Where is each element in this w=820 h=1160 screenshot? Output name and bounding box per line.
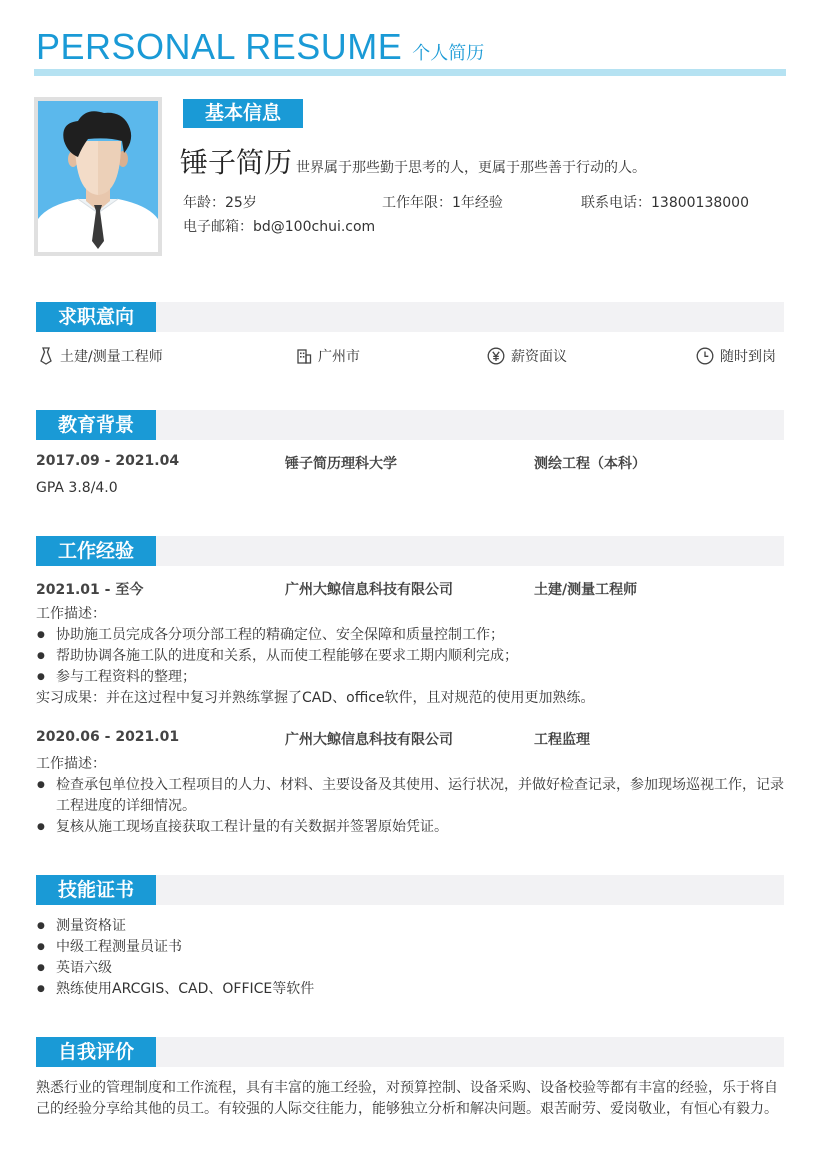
avatar <box>38 101 158 252</box>
job-bullet: ● 复核从施工现场直接获取工程计量的有关数据并签署原始凭证。 <box>36 817 448 838</box>
email: 电子邮箱：bd@100chui.com <box>183 219 376 235</box>
job-role: 土建/测量工程师 <box>534 582 638 598</box>
avatar-frame <box>34 97 162 256</box>
phone: 联系电话：13800138000 <box>581 195 749 211</box>
basic-info-tag: 基本信息 <box>183 99 303 128</box>
job-desc-label: 工作描述： <box>36 756 106 772</box>
resume-title <box>36 26 484 68</box>
work-years: 工作年限：1年经验 <box>382 195 503 211</box>
job-bullet: ● 参与工程资料的整理； <box>36 667 196 688</box>
job-company: 广州大鲸信息科技有限公司 <box>285 732 453 748</box>
section-skills <box>36 875 784 905</box>
title-english: PERSONAL RESUME <box>36 26 403 67</box>
intent-position-label: 土建/测量工程师 <box>60 349 163 365</box>
building-icon <box>296 348 312 364</box>
section-title: 教育背景 <box>36 410 156 440</box>
motto: 世界属于那些勤于思考的人，更属于那些善于行动的人。 <box>296 160 647 176</box>
intent-position <box>38 346 163 366</box>
yen-icon <box>487 347 505 365</box>
section-education <box>36 410 784 440</box>
section-job-intent <box>36 302 784 332</box>
job-desc-label: 工作描述： <box>36 606 106 622</box>
education-school: 锤子简历理科大学 <box>285 456 397 472</box>
candidate-name: 锤子简历 <box>180 146 293 179</box>
skill-item: ● 测量资格证 <box>36 916 126 937</box>
education-gpa: GPA 3.8/4.0 <box>36 480 118 496</box>
section-title: 工作经验 <box>36 536 156 566</box>
title-chinese: 个人简历 <box>412 43 485 64</box>
job-role: 工程监理 <box>534 732 590 748</box>
job-result: 实习成果：并在这过程中复习并熟练掌握了CAD、office软件，且对规范的使用更加熟练。 <box>36 690 595 706</box>
section-work <box>36 536 784 566</box>
tie-icon <box>38 347 54 365</box>
self-evaluation-text: 熟悉行业的管理制度和工作流程，具有丰富的施工经验，对预算控制、设备采购、设备校验等都有丰富的经验，乐于将自己的经验分享给其他的员工。有较强的人际交往能力，能够独立分析和解决问题。艰苦耐劳、爱岗敬业，有恒心有毅力。 <box>36 1080 778 1117</box>
intent-city-label: 广州市 <box>318 349 360 365</box>
skill-item: ● 英语六级 <box>36 958 112 979</box>
intent-salary-label: 薪资面议 <box>511 349 567 365</box>
job-bullet: ● 检查承包单位投入工程项目的人力、材料、主要设备及其使用、运行状况，并做好检查记录，参加现场巡视工作，记录工程进度的详细情况。 <box>36 775 786 817</box>
section-title: 技能证书 <box>36 875 156 905</box>
intent-city <box>296 346 360 366</box>
intent-arrival-label: 随时到岗 <box>720 349 776 365</box>
job-company: 广州大鲸信息科技有限公司 <box>285 582 453 598</box>
intent-salary <box>487 346 567 366</box>
section-title: 求职意向 <box>36 302 156 332</box>
intent-arrival <box>696 346 776 366</box>
skill-item: ● 中级工程测量员证书 <box>36 937 182 958</box>
job-bullet: ● 协助施工员完成各分项分部工程的精确定位、安全保障和质量控制工作； <box>36 625 504 646</box>
avatar-illustration-icon <box>38 101 158 252</box>
name-row <box>180 141 646 181</box>
education-major: 测绘工程（本科） <box>534 456 646 472</box>
education-period: 2017.09 - 2021.04 <box>36 453 180 469</box>
skill-item: ● 熟练使用ARCGIS、CAD、OFFICE等软件 <box>36 979 314 1000</box>
job-bullet: ● 帮助协调各施工队的进度和关系，从而使工程能够在要求工期内顺利完成； <box>36 646 518 667</box>
section-title: 自我评价 <box>36 1037 156 1067</box>
title-underline <box>34 69 786 76</box>
section-self-evaluation <box>36 1037 784 1067</box>
job-period: 2020.06 - 2021.01 <box>36 729 180 745</box>
job-period: 2021.01 - 至今 <box>36 582 144 598</box>
age: 年龄：25岁 <box>183 195 257 211</box>
clock-icon <box>696 347 714 365</box>
